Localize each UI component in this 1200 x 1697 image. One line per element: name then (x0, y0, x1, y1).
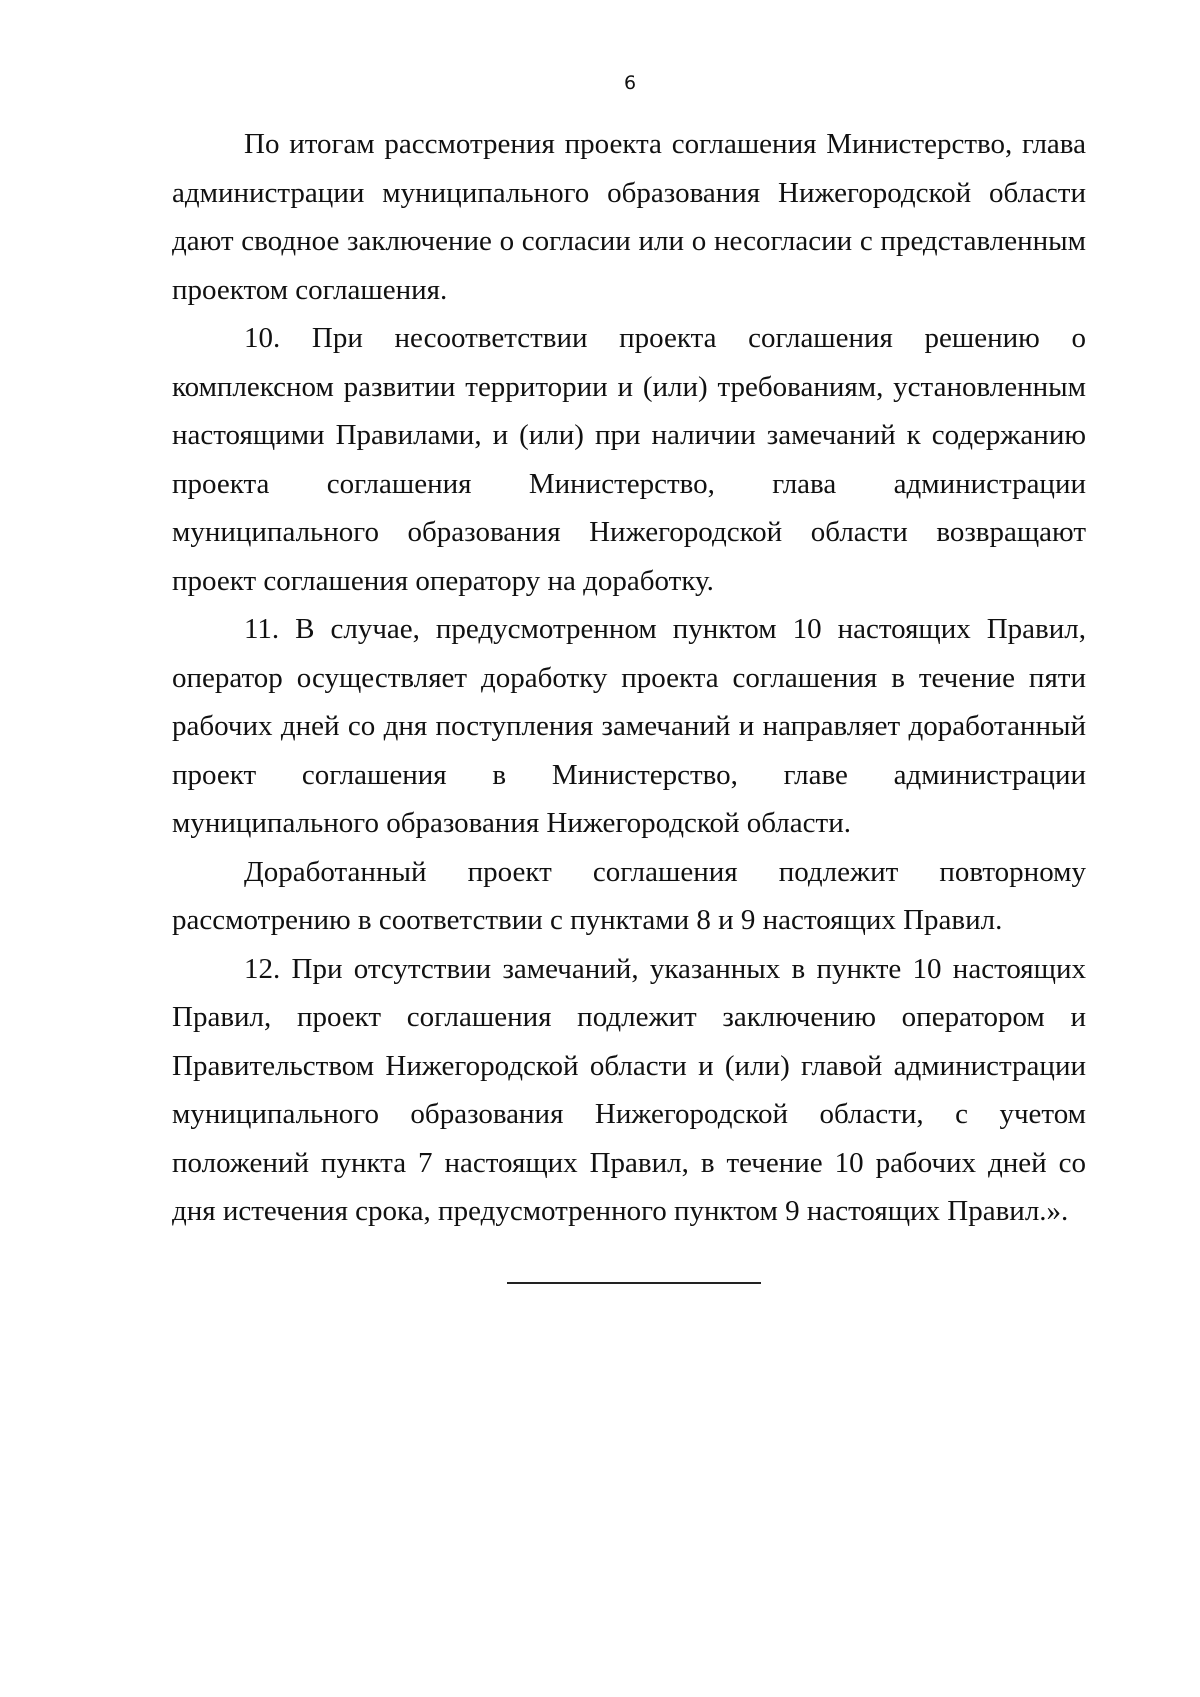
document-body (172, 120, 1086, 1236)
paragraph-item-10: 10. При несоответствии проекта соглашения решению о комплексном развитии территории и (или) требованиям, установленным настоящими Правилами, и (или) при наличии замечаний к содержанию проекта соглашения Министерство, глава администрации муниципального образования Нижегородской области возвращают проект соглашения оператору на доработку. (172, 322, 1086, 597)
paragraph-revised-draft: Доработанный проект соглашения подлежит повторному рассмотрению в соответствии с пунктами 8 и 9 настоящих Правил. (172, 855, 1086, 936)
page-number: 6 (623, 72, 637, 94)
paragraph-conclusion: По итогам рассмотрения проекта соглашения Министерство, глава администрации муниципального образования Нижегородской области дают сводное заключение о согласии или о несогласии с представленным проектом соглашения. (172, 128, 1086, 306)
closing-rule-divider (507, 1282, 761, 1284)
paragraph-item-11: 11. В случае, предусмотренном пунктом 10 настоящих Правил, оператор осуществляет доработку проекта соглашения в течение пяти рабочих дней со дня поступления замечаний и направляет доработанный проект соглашения в Министерство, главе администрации муниципального образования Нижегородской области. (172, 613, 1086, 839)
paragraph-item-12: 12. При отсутствии замечаний, указанных в пункте 10 настоящих Правил, проект соглашения подлежит заключению оператором и Правительством Нижегородской области и (или) главой администрации муниципального образования Нижегородской области, с учетом положений пункта 7 настоящих Правил, в течение 10 рабочих дней со дня истечения срока, предусмотренного пунктом 9 настоящих Правил.». (172, 952, 1086, 1227)
